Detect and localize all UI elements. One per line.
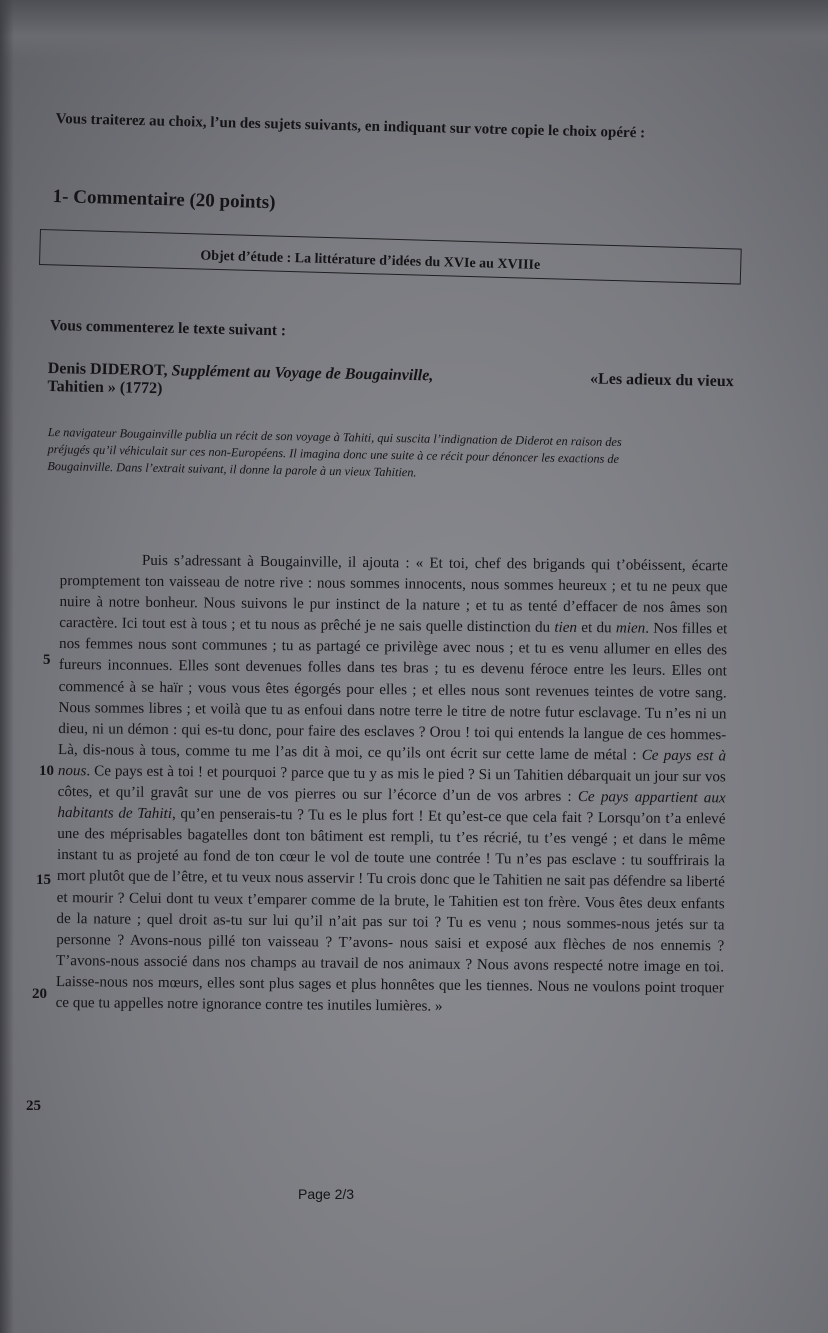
line-number: 20 (32, 986, 47, 1002)
page-number: Page 2/3 (298, 1186, 355, 1202)
passage-run: , qu’en penserais-tu ? Tu es le plus fort ! Et qu’est-ce que cela fait ? Lorsqu’on t’a enlevé une des méprisables bagatelles dont ton bâtiment est rempli, tu t’es récrié, tu t’es vengé ; et dans le même instant tu as projeté au fond de ton cœur le vol de toute une contrée ! Tu n’es pas esclave : tu souffrirais la mort plutôt que de l’être, et tu veux nous asservir ! Tu crois donc que le Tahitien ne sait pas défendre sa liberté et mourir ? Celui dont tu veux t’emparer comme de la brute, le Tahitien est ton frère. Vous êtes deux enfants de la nature ; quel droit as-tu sur lui qu’il n’ait pas sur toi ? Tu es venu ; nous sommes-nous jetés sur ta personne ? Avons-nous pillé ton vaisseau ? T’avons- nous saisi et exposé aux flèches de nos ennemis ? T’avons-nous associé dans nos champs au travail de nos animaux ? Nous avons respecté notre image en toi. Laisse-nous nos mœurs, elles sont plus sages et plus honnêtes que les tiennes. Nous ne voulons point troquer ce que tu appelles notre ignorance contre tes inutiles lumières. » (55, 806, 726, 1015)
source-excerpt-title-end: Tahitien » (47, 377, 116, 397)
line-number: 15 (36, 872, 51, 888)
source-reference (47, 360, 734, 409)
line-number: 5 (43, 652, 51, 668)
comment-prompt: Vous commenterez le texte suivant : (49, 317, 287, 340)
page-edge-shadow (0, 0, 14, 1333)
section-title: 1- Commentaire (20 points) (52, 186, 276, 214)
passage (56, 550, 728, 1020)
line-number: 25 (26, 1098, 41, 1114)
passage-run: . Nos filles et nos femmes nous sont communes ; tu as partagé ce privilège avec nous ; et tu es venu allumer en elles des fureurs inconnues. Elles sont devenues folles dans tes bras ; tu es devenu féroce entre les leurs. Elles ont commencé à se haïr ; vous vous êtes égorgés pour elles ; et elles nous sont revenues teintes de votre sang. Nous sommes libres ; et voilà que tu as enfoui dans notre terre le titre de notre futur esclavage. Tu n’es ni un dieu, ni un démon : qui es-tu donc, pour faire des esclaves ? Orou ! toi qui entends la langue de ces hommes-Là, dis-nous à tous, comme tu me l’as dit à moi, ce qu’ils ont écrit sur cette lame de métal : (58, 620, 728, 764)
page-fold-shadow (0, 0, 828, 60)
study-object-label: Objet d’étude : La littérature d’idées du XVIe au XVIIIe (200, 248, 541, 273)
source-work: Supplément au Voyage de Bougainville, (171, 362, 434, 385)
passage-italic-run: tien (554, 620, 578, 637)
passage-run: Puis s’adressant à Bougainville, il ajouta : « Et toi, chef des brigands qui t’obéissent, écarte promptement ton vaisseau de notre rive : nous sommes innocents, nous sommes heureux ; et tu ne peux que nuire à notre bonheur. Nous suivons le pur instinct de la nature ; et tu as tenté d’effacer de nos âmes son caractère. Ici tout est à tous ; et tu nous as prêché je ne sais quelle distinction du (59, 552, 728, 637)
passage-run: . Ce pays est à toi ! et pourquoi ? parce que tu y as mis le pied ? Si un Tahitien débarquait un jour sur vos côtes, et qu’il gravât sur une de vos pierres ou sur l’écorce d’un de vos arbres : (57, 763, 726, 806)
study-object-box (39, 229, 742, 285)
passage-italic-run: Ce pays appartient aux habitants de Tahiti (57, 789, 726, 823)
passage-run: et du (576, 620, 616, 637)
source-year: (1772) (119, 379, 163, 398)
source-author: Denis DIDEROT, (47, 360, 168, 380)
source-excerpt-title-start: «Les adieux du vieux (589, 370, 734, 391)
passage-italic-run: Ce pays est à nous (57, 747, 727, 780)
instructions: Vous traiterez au choix, l’un des sujets suivants, en indiquant sur votre copie le choix opéré : (55, 110, 646, 142)
passage-paragraph (56, 550, 728, 1020)
passage-italic-run: mien (615, 620, 646, 637)
intro-paragraph: Le navigateur Bougainville publia un récit de son voyage à Tahiti, qui suscita l’indignation de Diderot en raison des préjugés qu’il véhiculait sur ces non-Européens. Il imagina donc une suite à ce récit pour dénoncer les exactions de Bougainville. Dans l’extrait suivant, il donne la parole à un vieux Tahitien. (47, 424, 622, 480)
line-number: 10 (39, 763, 54, 779)
